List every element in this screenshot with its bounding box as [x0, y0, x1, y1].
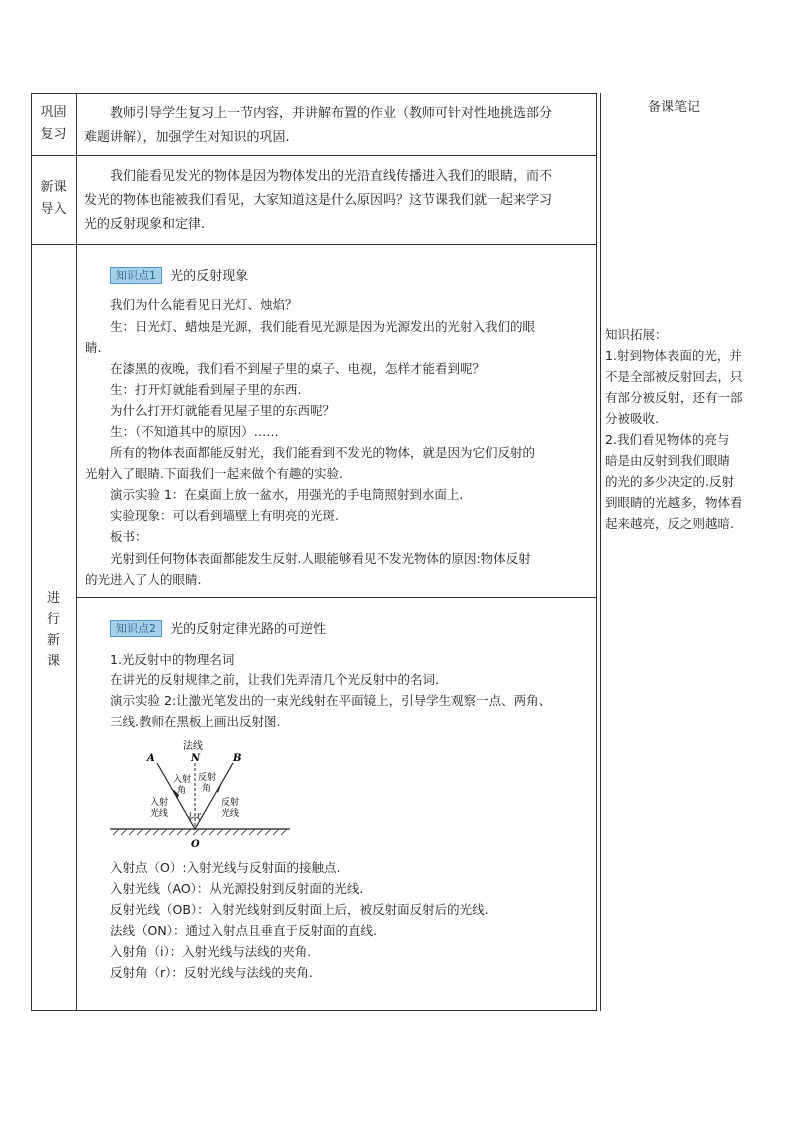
mirror-hatching [113, 829, 287, 835]
label-line: 复习 [40, 127, 67, 142]
section1-title: 光的反射现象 [170, 269, 249, 284]
knowledge-point-badge: 知识点2 [110, 620, 162, 637]
text-line: 发光的物体也能被我们看见，大家知道这是什么原因吗？这节课我们就一起来学习 [84, 193, 553, 208]
section1-line: 生：日光灯、蜡烛是光源，我们能看见光源是因为光源发出的光射入我们的眼 [110, 319, 536, 334]
reflect-ray-label: 反射 [221, 798, 240, 808]
definition-line: 入射点（O）:入射光线与反射面的接触点. [110, 860, 341, 875]
notes-line: 1.射到物体表面的光，并 [605, 348, 742, 363]
notes-line: 2.我们看见物体的亮与 [605, 432, 730, 447]
incident-angle-label: 角 [177, 786, 187, 796]
label-N: N [191, 753, 201, 764]
section1-line: 板书： [110, 529, 148, 544]
review-text [84, 102, 552, 150]
label-column-divider [76, 93, 77, 1011]
definition-line: 法线（ON）：通过入射点且垂直于反射面的直线. [110, 923, 377, 938]
text-line: 教师引导学生复习上一节内容，并讲解布置的作业（教师可针对性地挑选部分 [84, 106, 553, 121]
section2-header [110, 620, 326, 640]
definition-line: 入射光线（AO）：从光源投射到反射面的光线. [110, 881, 364, 896]
section2-line: 在讲光的反射规律之前，让我们先弄清几个光反射中的名词. [110, 672, 439, 687]
row-divider [31, 155, 597, 156]
label-O: O [191, 839, 200, 850]
normal-label: 法线 [183, 741, 203, 752]
row-label-review [31, 102, 76, 146]
notes-line: 的光的多少决定的.反射 [605, 474, 734, 489]
label-char: 行 [46, 612, 60, 627]
definition-line: 入射角（i）：入射光线与法线的夹角. [110, 944, 312, 959]
section1-line: 所有的物体表面都能反射光，我们能看到不发光的物体，就是因为它们反射的 [110, 445, 536, 460]
section1-line: 演示实验 1：在桌面上放一盆水，用强光的手电筒照射到水面上. [110, 487, 464, 502]
label-char: 进 [46, 591, 60, 606]
notes-heading: 知识拓展： [605, 327, 668, 342]
label-A: A [147, 753, 155, 764]
incident-angle-label: 入射 [173, 775, 192, 785]
row-label-intro [31, 177, 76, 221]
text-line: 光的反射现象和定律. [84, 217, 206, 232]
label-line: 新课 [40, 180, 67, 195]
section2-line: 三线.教师在黑板上画出反射图. [110, 714, 281, 729]
label-char: 新 [46, 633, 60, 648]
sidebar-divider [600, 93, 601, 1011]
label-line: 巩固 [40, 105, 67, 120]
label-B: B [233, 753, 242, 764]
section2-line: 演示实验 2:让激光笔发出的一束光线射在平面镜上，引导学生观察一点、两角、 [110, 693, 552, 708]
section-divider [76, 597, 597, 598]
row-divider [31, 244, 597, 245]
notes-line: 不是全部被反射回去，只 [605, 369, 743, 384]
reflected-ray-arrow [217, 782, 222, 793]
section1-line: 光射到任何物体表面都能发生反射.人眼能够看见不发光物体的原因:物体反射 [110, 551, 531, 566]
text-line: 难题讲解），加强学生对知识的巩固. [84, 130, 290, 145]
incident-ray-label: 入射 [150, 798, 169, 808]
section1-line: 的光进入了人的眼睛. [85, 572, 202, 587]
section1-line: 实验现象：可以看到墙壁上有明亮的光斑. [110, 508, 339, 523]
notes-line: 暗是由反射到我们眼睛 [605, 453, 731, 468]
section2-title: 光的反射定律光路的可逆性 [170, 622, 327, 637]
label-line: 导入 [40, 202, 67, 217]
label-char: 课 [46, 654, 60, 669]
notes-line: 到眼睛的光越多，物体看 [605, 495, 743, 510]
section1-line: 在漆黑的夜晚，我们看不到屋子里的桌子、电视，怎样才能看到呢？ [110, 361, 486, 376]
reflection-diagram [105, 735, 305, 853]
notes-line: 分被吸收. [605, 411, 659, 426]
definition-line: 反射角（r）：反射光线与法线的夹角. [110, 965, 313, 980]
section1-line: 我们为什么能看见日光灯、烛焰？ [110, 297, 298, 312]
intro-text [84, 165, 552, 237]
notes-line: 有部分被反射，还有一部 [605, 390, 743, 405]
section1-line: 为什么打开灯就能看见屋子里的东西呢？ [110, 403, 336, 418]
section1-line: 光射入了眼睛.下面我们一起来做个有趣的实验. [85, 466, 343, 481]
section1-line: 生：打开灯就能看到屋子里的东西. [110, 382, 302, 397]
knowledge-extension [605, 324, 760, 534]
notes-line: 起来越亮，反之则越暗. [605, 516, 734, 531]
reflect-angle-label: 反射 [198, 773, 217, 783]
definition-line: 反射光线（OB）：入射光线射到反射面上后，被反射面反射后的光线. [110, 902, 489, 917]
reflect-angle-label: 角 [202, 784, 212, 794]
section1-line: 生：（不知道其中的原因）…… [110, 424, 279, 439]
incident-ray-label: 光线 [150, 809, 169, 819]
label-i: i [189, 811, 192, 820]
knowledge-point-badge: 知识点1 [110, 267, 162, 284]
section1-header [110, 267, 248, 287]
section2-line: 1.光反射中的物理名词 [110, 652, 235, 667]
row-label-new-lesson [31, 588, 76, 672]
section1-line: 睛. [85, 340, 102, 355]
notes-title: 备课笔记 [648, 100, 701, 115]
label-r: r [197, 811, 201, 820]
reflect-ray-label: 光线 [221, 809, 240, 819]
text-line: 我们能看见发光的物体是因为物体发出的光沿直线传播进入我们的眼睛，而不 [84, 169, 553, 184]
